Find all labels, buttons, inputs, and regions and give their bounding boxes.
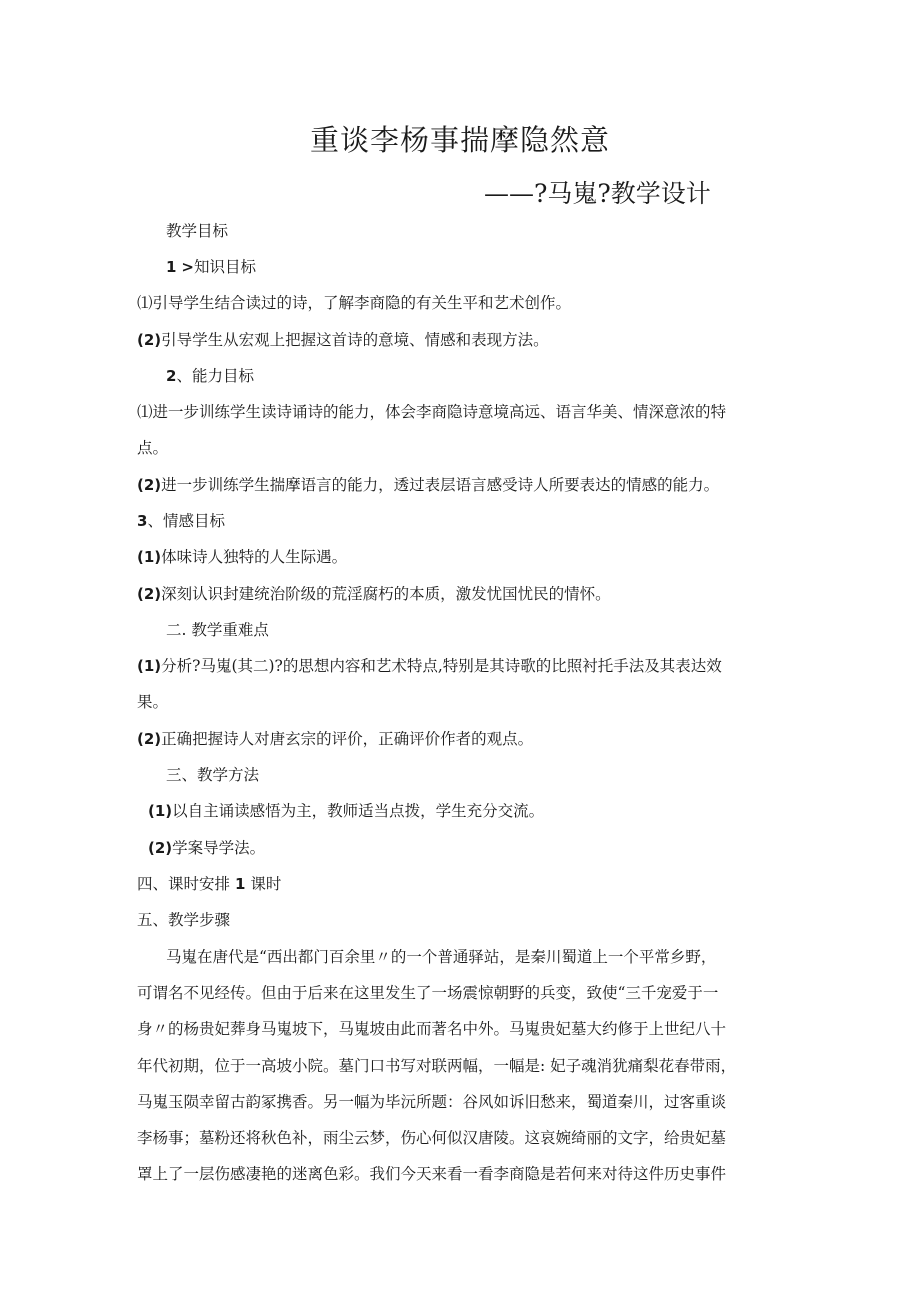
ability-item-1 [137,401,726,423]
ability-goal-heading [166,365,254,387]
item-text: 以自主诵读感悟为主，教师适当点拨，学生充分交流。 [172,802,545,820]
body-line-2: 可谓名不见经传。但由于后来在这里发生了一场震惊朝野的兵变，致使“三千宠爱于一 [137,984,719,1002]
method-item-2 [148,837,265,859]
steps-heading: 五、教学步骤 [137,911,231,929]
ability-item-1-continued: 点。 [137,439,169,457]
ability-item-2 [137,474,719,496]
knowledge-goal-separator: > [181,258,194,276]
item-text: 进一步训练学生读诗诵诗的能力，体会李商隐诗意境高远、语言华美、情深意浓的特 [152,403,727,421]
method-heading: 三、教学方法 [166,766,260,784]
hours-suffix: 课时 [250,875,282,893]
item-number: (2) [148,839,173,857]
item-number: ⑴ [137,403,153,421]
item-text: 学案导学法。 [172,839,266,857]
item-text: 引导学生结合读过的诗，了解李商隐的有关生平和艺术创作。 [152,294,572,312]
difficulty-item-2 [137,728,533,750]
difficulty-heading: 二. 教学重难点 [166,621,269,639]
body-line-1: 马嵬在唐代是“西出都门百余里〃的一个普通驿站，是秦川蜀道上一个平常乡野， [166,948,717,966]
item-text: 进一步训练学生揣摩语言的能力，透过表层语言感受诗人所要表达的情感的能力。 [161,476,720,494]
item-number: (2) [137,476,162,494]
emotion-goal-heading [137,510,225,532]
goals-heading: 教学目标 [166,222,229,240]
hours-heading [137,873,281,895]
item-number: (1) [137,548,162,566]
hours-prefix: 四、课时安排 [137,875,231,893]
method-item-1 [148,800,544,822]
emotion-goal-number: 3 [137,512,148,530]
body-line-4: 年代初期，位于一高坡小院。墓门口书写对联两幅，一幅是: 妃子魂消犹痛梨花春带雨， [137,1057,737,1075]
item-number: (2) [137,585,162,603]
item-number: (1) [137,657,162,675]
item-text: 分析?马嵬(其二)?的思想内容和艺术特点,特别是其诗歌的比照衬托手法及其表达效 [161,657,722,675]
item-text: 深刻认识封建统治阶级的荒淫腐朽的本质，激发忧国忧民的情怀。 [161,585,611,603]
ability-goal-number: 2 [166,367,177,385]
body-line-3: 身〃的杨贵妃葬身马嵬坡下，马嵬坡由此而著名中外。马嵬贵妃墓大约修于上世纪八十 [137,1020,727,1038]
knowledge-goal-number: 1 [166,258,177,276]
item-text: 引导学生从宏观上把握这首诗的意境、情感和表现方法。 [161,331,549,349]
body-line-6: 李杨事；墓粉还将秋色补，雨尘云梦，伤心何似汉唐陵。这哀婉绮丽的文字，给贵妃墓 [137,1129,727,1147]
ability-goal-label: 、能力目标 [176,367,254,385]
knowledge-goal-label: 知识目标 [193,258,256,276]
emotion-item-1 [137,546,347,568]
item-number: (2) [137,331,162,349]
difficulty-item-1 [137,655,722,677]
knowledge-item-1 [137,292,571,314]
emotion-item-2 [137,583,611,605]
item-number: (1) [148,802,173,820]
body-line-7: 罩上了一层伤感凄艳的迷离色彩。我们今天来看一看李商隐是若何来对待这件历史事件 [137,1165,727,1183]
document-title: 重谈李杨事揣摩隐然意 [309,123,610,157]
body-line-5: 马嵬玉陨幸留古韵冢携香。另一幅为毕沅所题：谷风如诉旧愁来，蜀道秦川，过客重谈 [137,1093,727,1111]
knowledge-goal-heading [166,256,256,278]
item-number: (2) [137,730,162,748]
item-text: 正确把握诗人对唐玄宗的评价，正确评价作者的观点。 [161,730,534,748]
emotion-goal-label: 、情感目标 [147,512,225,530]
item-number: ⑴ [137,294,153,312]
hours-number: 1 [234,875,246,893]
document-subtitle: ——?马嵬?教学设计 [484,179,711,208]
item-text: 体味诗人独特的人生际遇。 [161,548,348,566]
knowledge-item-2 [137,329,549,351]
difficulty-item-1-continued: 果。 [137,693,169,711]
